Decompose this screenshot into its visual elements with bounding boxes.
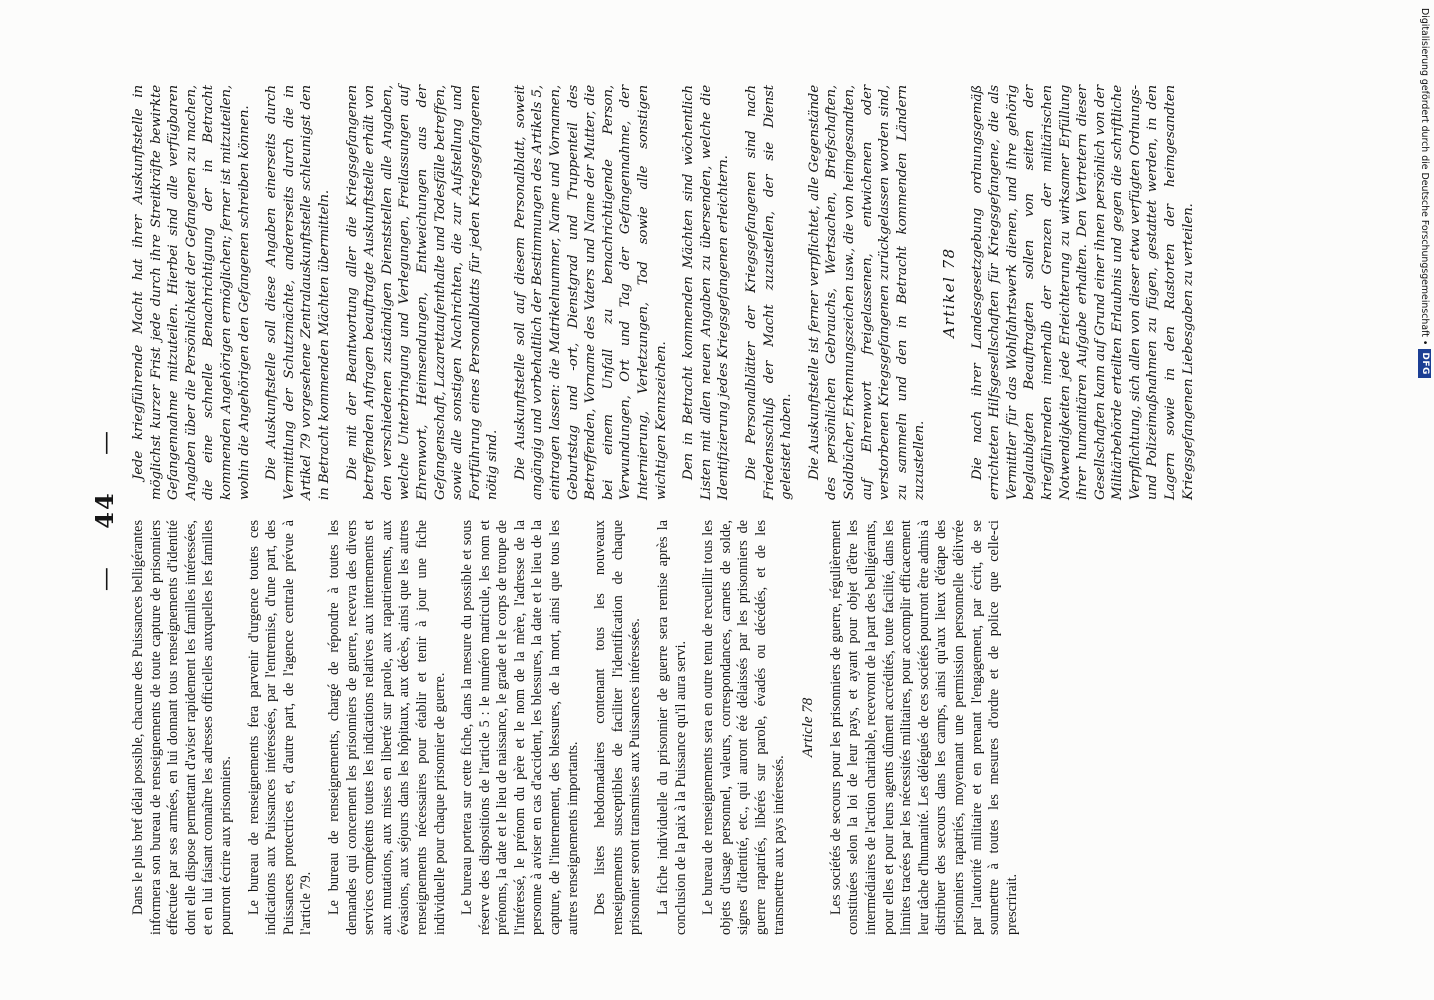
- french-article-heading: Article 78: [800, 697, 817, 758]
- german-article-paragraph: Die nach ihrer Landesgesetzgebung ordnungsgemäß errichteten Hilfsgesellschaften für Kriegsgefangene, die als Vermittler für das Wohlfahrtswerk dienen, und ihre gehörig beglaubigten Beauftragten sollen von seiten der kriegführenden innerhalb der Grenzen der militärischen Notwendigkeiten jede Erleichterung zu wirksamer Erfüllung ihrer humanitären Aufgabe erhalten. Den Vertretern dieser Gesellschaften kann auf Grund einer ihnen persönlich von der Militärbehörde erteilten Erlaubnis und gegen die schriftliche Verpflichtung, sich allen von dieser etwa verfügten Ordnungs- und Polizeimaßnahmen zu fügen, gestattet werden, in den Lagern sowie in den Rastorten der heimgesandten Kriegsgefangenen Liebesgaben zu verteilen.: [969, 85, 1196, 500]
- french-paragraph: Dans le plus bref délai possible, chacune des Puissances belligérantes informera son bureau de renseignements de toute capture de prisonniers effectuée par ses armées, en lui donnant tous renseignements d'identité dont elle dispose permettant d'aviser rapidement les familles intéressées, et en lui faisant connaître les adresses officielles auxquelles les familles pourront écrire aux prisonniers.: [130, 520, 234, 935]
- german-column: [130, 85, 1207, 500]
- rotated-book-page: [90, 85, 1300, 935]
- german-paragraph: Jede kriegführende Macht hat ihrer Auskunftstelle in möglichst kurzer Frist jede durch ihre Streitkräfte bewirkte Gefangennahme mitzuteilen. Hierbei sind alle verfügbaren Angaben über die Persönlichkeit der Gefangenen zu machen, die eine schnelle Benachrichtigung der in Betracht kommenden Angehörigen ermöglichen; ferner ist mitzuteilen, wohin die Angehörigen den Gefangenen schreiben können.: [131, 85, 252, 500]
- german-paragraph: Die Auskunftstelle soll auf diesem Personalblatt, soweit angängig und vorbehaltlich der Bestimmungen des Artikels 5, eintragen lassen: die Matrikelnummer, Name und Vornamen, Geburtstag und -ort, Dienstgrad und Truppenteil des Betreffenden, Vorname des Vaters und Name der Mutter, die bei einem Unfall zu benachrichtigende Person, Verwundungen, Ort und Tag der Gefangennahme, der Internierung, Verletzungen, Tod sowie alle sonstigen wichtigen Kennzeichen.: [512, 85, 669, 500]
- french-article-paragraph: Les sociétés de secours pour les prisonniers de guerre, régulièrement constituées selon la loi de leur pays, et ayant pour objet d'être les intermédiaires de l'action charitable, recevront de la part des belligérants, pour elles et pour leurs agents dûment accrédités, toute facilité, dans les limites tracées par les nécessités militaires, pour accomplir efficacement leur tâche d'humanité. Les délégués de ces sociétés pourront être admis à distribuer des secours dans les camps, ainsi qu'aux lieux d'étape des prisonniers rapatriés, moyennant une permission personnelle délivrée par l'autorité militaire et en prenant l'engagement, par écrit, de se soumettre à toutes les mesures d'ordre et de police que celle-ci prescrirait.: [827, 520, 1020, 935]
- german-paragraph: Den in Betracht kommenden Mächten sind wöchentlich Listen mit allen neuen Angaben zu übersenden, welche die Identifizierung jedes Kriegsgefangenen erleichtern.: [681, 85, 732, 500]
- french-paragraph: Le bureau portera sur cette fiche, dans la mesure du possible et sous réserve des dispositions de l'article 5 : le numéro matricule, les nom et prénoms, la date et le lieu de naissance, le grade et le corps de troupe de l'intéressé, le prénom du père et le nom de la mère, l'adresse de la personne à aviser en cas d'accident, les blessures, la date et le lieu de la capture, de l'internement, des blessures, de la mort, ainsi que tous les autres renseignements importants.: [459, 520, 581, 935]
- page-number-value: 44: [90, 491, 119, 529]
- french-column: [130, 520, 1031, 935]
- french-paragraph: Des listes hebdomadaires contenant tous les nouveaux renseignements susceptibles de faciliter l'identification de chaque prisonnier seront transmises aux Puissances intéressées.: [592, 520, 644, 935]
- french-paragraph: Le bureau de renseignements, chargé de répondre à toutes les demandes qui concernent les prisonniers de guerre, recevra des divers services compétents toutes les indications relatives aux internements et aux mutations, aux mises en liberté sur parole, aux rapatriements, aux évasions, aux séjours dans les hôpitaux, aux décès, ainsi que les autres renseignements nécessaires pour établir et tenir à jour une fiche individuelle pour chaque prisonnier de guerre.: [325, 520, 448, 935]
- credit-text: Digitalisierung gefördert durch die Deutsche Forschungsgemeinschaft •: [1419, 8, 1431, 346]
- french-paragraph: Le bureau de renseignements sera en outre tenu de recueillir tous les objets d'usage personnel, valeurs, correspondances, carnets de solde, signes d'identité, etc., qui auront été délaissés par les prisonniers de guerre rapatriés, libérés sur parole, évadés ou décédés, et de les transmettre aux pays intéressés.: [700, 520, 787, 935]
- french-paragraph: La fiche individuelle du prisonnier de guerre sera remise après la conclusion de la paix à la Puissance qu'il aura servi.: [655, 520, 689, 935]
- page-number: [90, 85, 119, 935]
- german-paragraph: Die Auskunftstelle soll diese Angaben einerseits durch Vermittlung der Schutzmächte, andererseits durch die in Artikel 79 vorgesehene Zentralauskunftstelle schleunigst den in Betracht kommenden Mächten übermitteln.: [264, 85, 332, 500]
- french-paragraph: Le bureau de renseignements fera parvenir d'urgence toutes ces indications aux Puissances intéressées, par l'entremise, d'une part, des Puissances protectrices et, d'autre part, de l'agence centrale prévue à l'article 79.: [245, 520, 315, 935]
- digitization-credit: [1418, 8, 1432, 398]
- german-paragraph: Die mit der Beantwortung aller die Kriegsgefangenen betreffenden Anfragen beauftragte Auskunftstelle erhält von den verschiedenen zuständigen Dienststellen alle Angaben, welche Unterbringung und Verlegungen, Freilassungen auf Ehrenwort, Heimsendungen, Entweichungen aus der Gefangenschaft, Lazarettaufenthalte und Todesfälle betreffen, sowie alle sonstigen Nachrichten, die zur Aufstellung und Fortführung eines Personalblatts für jeden Kriegsgefangenen nötig sind.: [344, 85, 501, 500]
- german-paragraph: Die Auskunftstelle ist ferner verpflichtet, alle Gegenstände des persönlichen Gebrauchs, Wertsachen, Briefschaften, Soldbücher, Erkennungszeichen usw., die von heimgesandten, auf Ehrenwort freigelassenen, entwichenen oder verstorbenen Kriegsgefangenen zurückgelassen worden sind, zu sammeln und den in Betracht kommenden Ländern zuzustellen.: [806, 85, 928, 500]
- page-number-dash-left: —: [91, 565, 119, 592]
- german-article-heading: Artikel 78: [939, 247, 958, 338]
- german-paragraph: Die Personalblätter der Kriegsgefangenen sind nach Friedensschluß der Macht zuzustellen, der sie Dienst geleistet haben.: [744, 85, 795, 500]
- dfg-logo: DFG: [1419, 349, 1432, 378]
- page-number-dash-right: —: [91, 428, 119, 455]
